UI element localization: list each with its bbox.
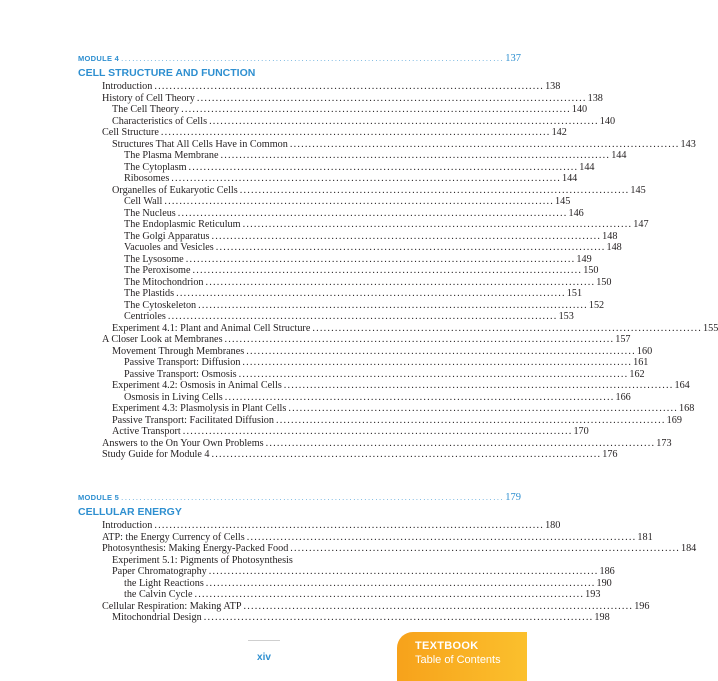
module-4-section: [78, 52, 718, 461]
footer-divider: [248, 640, 280, 641]
toc-entry[interactable]: Experiment 4.3: Plasmolysis in Plant Cells ........................................................................................................ 168: [112, 403, 695, 414]
toc-entry[interactable]: Vacuoles and Vesicles ........................................................................................................ 148: [124, 242, 622, 253]
toc-entry[interactable]: Experiment 4.2: Osmosis in Animal Cells ........................................................................................................ 164: [112, 380, 690, 391]
toc-entry[interactable]: Introduction ........................................................................................................ 180: [102, 520, 561, 531]
toc-entry[interactable]: Ribosomes ........................................................................................................ 144: [124, 173, 578, 184]
toc-entry[interactable]: The Mitochondrion ........................................................................................................ 150: [124, 276, 612, 288]
tab-label-toc: Table of Contents: [415, 654, 501, 666]
toc-entry[interactable]: Study Guide for Module 4 ........................................................................................................ 176: [102, 449, 618, 460]
toc-entry[interactable]: The Plastids ........................................................................................................ 151: [124, 288, 583, 299]
toc-entry[interactable]: The Golgi Apparatus ........................................................................................................ 148: [124, 230, 618, 242]
toc-entry[interactable]: The Nucleus ........................................................................................................ 146: [124, 207, 584, 219]
toc-entry[interactable]: The Cell Theory ........................................................................................................ 140: [112, 104, 588, 115]
module-4-label: MODULE 4: [78, 54, 120, 63]
toc-tab[interactable]: [397, 632, 527, 681]
toc-entry[interactable]: the Calvin Cycle ........................................................................................................ 193: [124, 589, 601, 600]
toc-entry[interactable]: The Peroxisome ........................................................................................................ 150: [124, 265, 599, 276]
toc-entry[interactable]: Experiment 5.1: Pigments of Photosynthesis: [112, 554, 293, 566]
toc-entry[interactable]: The Cytoskeleton ........................................................................................................ 152: [124, 299, 605, 311]
toc-entry[interactable]: Paper Chromatography ........................................................................................................ 186: [112, 566, 615, 577]
toc-entry[interactable]: ATP: the Energy Currency of Cells ........................................................................................................ 181: [102, 531, 653, 543]
toc-entry[interactable]: Organelles of Eukaryotic Cells ........................................................................................................ 145: [112, 184, 646, 196]
toc-entry[interactable]: Cell Wall ........................................................................................................ 145: [124, 196, 571, 207]
toc-entry[interactable]: Structures That All Cells Have in Common ........................................................................................................ 143: [112, 138, 696, 150]
module-5-header[interactable]: [78, 491, 522, 505]
leader-dots: ........................................................................................................: [121, 54, 505, 63]
toc-entry[interactable]: The Plasma Membrane ........................................................................................................ 144: [124, 150, 627, 161]
toc-entry[interactable]: Passive Transport: Facilitated Diffusion ........................................................................................................ 169: [112, 414, 682, 426]
page-number: xiv: [257, 652, 271, 663]
module-4-page: 137: [505, 53, 522, 64]
toc-entry[interactable]: Mitochondrial Design ........................................................................................................ 198: [112, 612, 610, 623]
module-5-page: 179: [505, 492, 522, 503]
toc-entry[interactable]: Answers to the On Your Own Problems ........................................................................................................ 173: [102, 437, 672, 449]
tab-label-textbook: TEXTBOOK: [415, 640, 479, 652]
module-4-title: CELL STRUCTURE AND FUNCTION: [78, 67, 256, 79]
leader-dots: ........................................................................................................: [121, 493, 505, 502]
module-4-header[interactable]: [78, 52, 522, 66]
toc-entry[interactable]: Experiment 4.1: Plant and Animal Cell Structure ........................................................................................................ 155: [112, 322, 718, 334]
toc-entry[interactable]: the Light Reactions ........................................................................................................ 190: [124, 577, 612, 589]
toc-entry[interactable]: Movement Through Membranes ........................................................................................................ 160: [112, 345, 653, 357]
module-5-label: MODULE 5: [78, 493, 120, 502]
toc-entry[interactable]: A Closer Look at Membranes ........................................................................................................ 157: [102, 334, 631, 345]
toc-entry[interactable]: Photosynthesis: Making Energy-Packed Food ........................................................................................................ 184: [102, 543, 697, 554]
module-5-section: [78, 491, 697, 624]
toc-entry[interactable]: Characteristics of Cells ........................................................................................................ 140: [112, 115, 616, 127]
toc-entry[interactable]: Active Transport ........................................................................................................ 170: [112, 426, 589, 437]
toc-entry[interactable]: Introduction ........................................................................................................ 138: [102, 81, 561, 92]
toc-entry[interactable]: The Cytoplasm ........................................................................................................ 144: [124, 161, 595, 173]
toc-entry[interactable]: History of Cell Theory ........................................................................................................ 138: [102, 92, 603, 104]
toc-entry[interactable]: The Endoplasmic Reticulum ........................................................................................................ 147: [124, 219, 649, 230]
toc-entry[interactable]: Centrioles ........................................................................................................ 153: [124, 311, 574, 322]
toc-entry[interactable]: Cell Structure ........................................................................................................ 142: [102, 127, 567, 138]
module-5-title: CELLULAR ENERGY: [78, 506, 182, 518]
toc-entry[interactable]: Passive Transport: Osmosis ........................................................................................................ 162: [124, 368, 645, 380]
toc-entry[interactable]: Cellular Respiration: Making ATP ........................................................................................................ 196: [102, 600, 650, 612]
toc-entry[interactable]: The Lysosome ........................................................................................................ 149: [124, 253, 592, 265]
toc-entry[interactable]: Passive Transport: Diffusion ........................................................................................................ 161: [124, 357, 649, 368]
toc-entry[interactable]: Osmosis in Living Cells ........................................................................................................ 166: [124, 391, 631, 403]
